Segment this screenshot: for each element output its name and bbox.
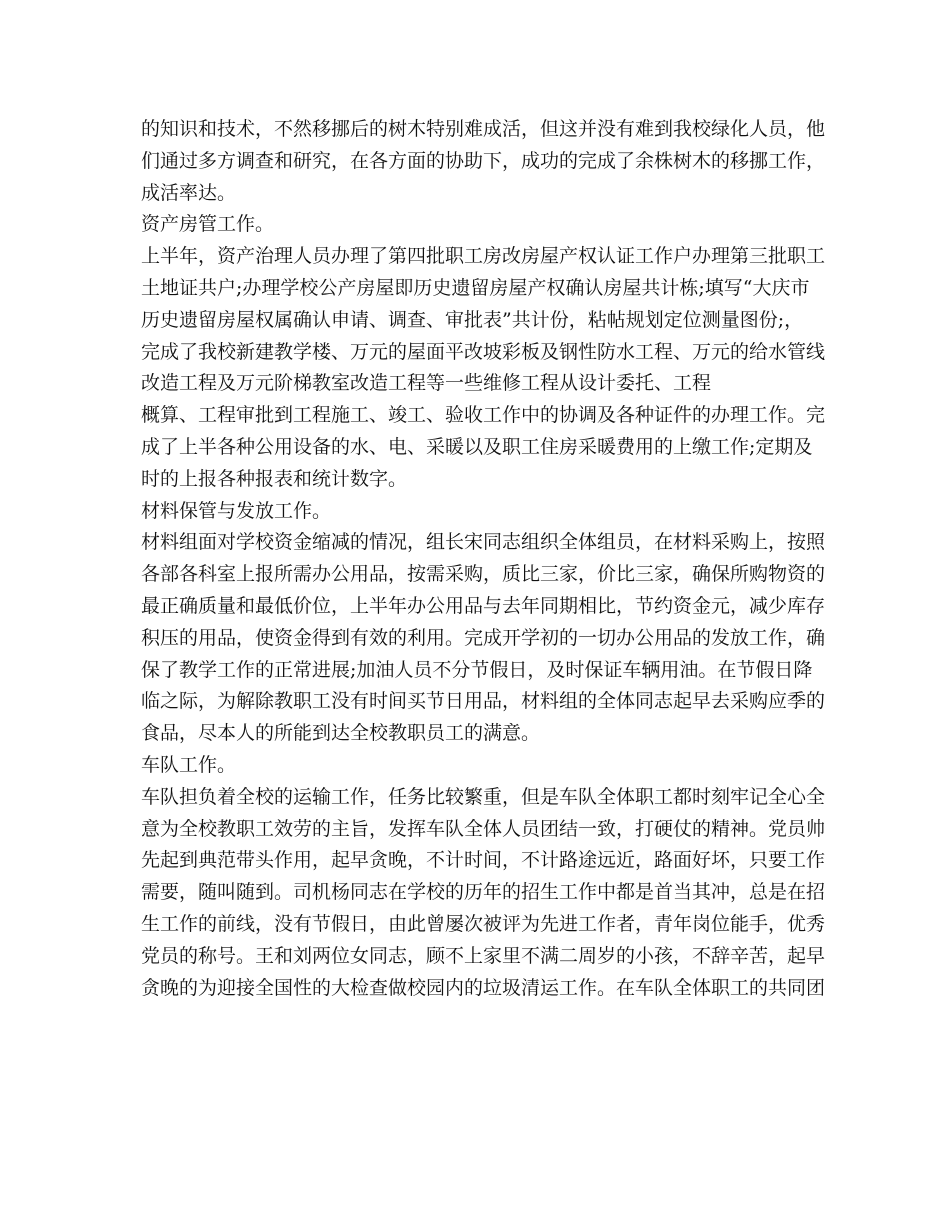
text-line: 保了教学工作的正常进展;加油人员不分节假日，及时保证车辆用油。在节假日降 [141, 658, 813, 681]
text-line: 食品，尽本人的所能到达全校教职员工的满意。 [141, 722, 541, 745]
text-line: 各部各科室上报所需办公用品，按需采购，质比三家，价比三家，确保所购物资的 [141, 563, 826, 586]
text-line: 们通过多方调查和研究，在各方面的协助下，成功的完成了余株树木的移挪工作， [141, 149, 826, 172]
text-line: 最正确质量和最低价位，上半年办公用品与去年同期相比，节约资金元，减少库存 [141, 594, 826, 617]
text-line: 土地证共户;办理学校公产房屋即历史遗留房屋产权确认房屋共计栋;填写“大庆市 [141, 276, 810, 299]
text-line: 先起到典范带头作用，起早贪晚，不计时间，不计路途远近，路面好坏，只要工作 [141, 849, 826, 872]
text-line: 的知识和技术，不然移挪后的树木特别难成活，但这并没有难到我校绿化人员，他 [141, 118, 826, 140]
text-line: 资产房管工作。 [141, 213, 275, 236]
text-line: 历史遗留房屋权属确认申请、调查、审批表”共计份，粘帖规划定位测量图份;， [141, 308, 804, 331]
text-line: 积压的用品，使资金得到有效的利用。完成开学初的一切办公用品的发放工作，确 [141, 626, 826, 649]
text-line: 成活率达。 [141, 181, 237, 204]
text-line: 需要，随叫随到。司机杨同志在学校的历年的招生工作中都是首当其冲，总是在招 [141, 881, 826, 904]
text-line: 材料组面对学校资金缩减的情况，组长宋同志组织全体组员，在材料采购上，按照 [141, 531, 826, 554]
text-line: 车队担负着全校的运输工作，任务比较繁重，但是车队全体职工都时刻牢记全心全 [141, 785, 826, 808]
text-line: 党员的称号。王和刘两位女同志，顾不上家里不满二周岁的小孩，不辞辛苦，起早 [141, 944, 826, 967]
text-line: 概算、工程审批到工程施工、竣工、验收工作中的协调及各种证件的办理工作。完 [141, 404, 826, 427]
text-line: 生工作的前线，没有节假日，由此曾屡次被评为先进工作者，青年岗位能手，优秀 [141, 912, 826, 935]
text-line: 上半年，资产治理人员办理了第四批职工房改房屋产权认证工作户办理第三批职工 [141, 245, 826, 268]
text-line: 意为全校教职工效劳的主旨，发挥车队全体人员团结一致，打硬仗的精神。党员帅 [141, 817, 826, 840]
text-line: 临之际，为解除教职工没有时间买节日用品，材料组的全体同志起早去采购应季的 [141, 690, 826, 713]
text-line: 车队工作。 [141, 753, 237, 776]
text-line: 时的上报各种报表和统计数字。 [141, 467, 408, 490]
text-line: 材料保管与发放工作。 [141, 499, 332, 522]
text-line: 改造工程及万元阶梯教室改造工程等一些维修工程从设计委托、工程 [141, 372, 712, 395]
text-line: 成了上半各种公用设备的水、电、采暖以及职工住房采暖费用的上缴工作;定期及 [141, 435, 813, 458]
document-body [141, 114, 826, 1004]
text-line: 完成了我校新建教学楼、万元的屋面平改坡彩板及钢性防水工程、万元的给水管线 [141, 340, 826, 363]
text-line: 贪晚的为迎接全国性的大检查做校园内的垃圾清运工作。在车队全体职工的共同团 [141, 976, 826, 999]
